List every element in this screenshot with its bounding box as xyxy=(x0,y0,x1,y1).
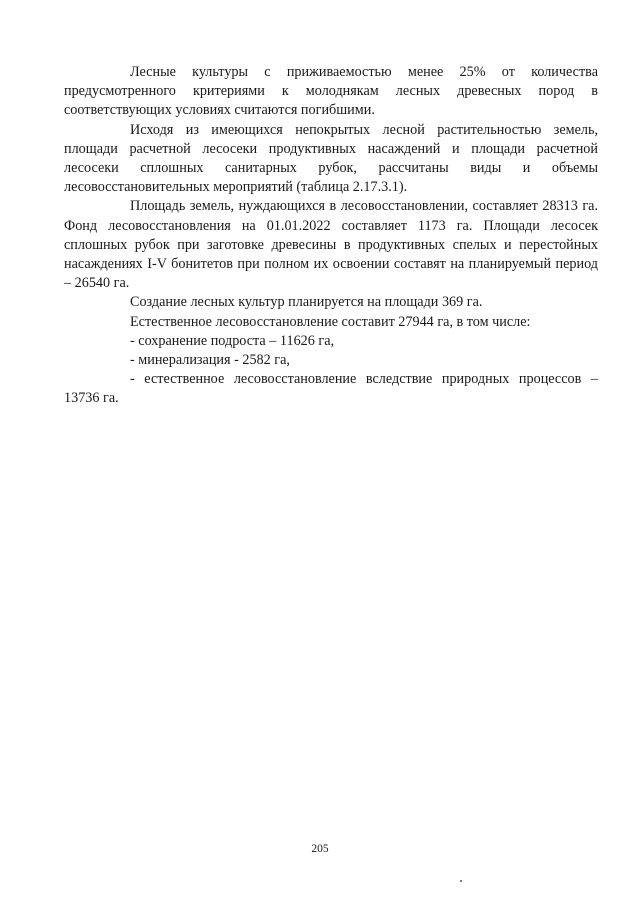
page-number: 205 xyxy=(311,843,329,855)
paragraph-land-area: Площадь земель, нуждающихся в лесовосстановлении, составляет 28313 га. Фонд лесовосстановления на 01.01.2022 составляет 1173 га. Площади лесосек сплошных рубок при заготовке древесины в продуктивных спелых и перестойных насаждениях I-V бонитетов при полном их освоении составят на планируемый период – 26540 га. xyxy=(64,198,598,292)
paragraph-forest-cultures: Лесные культуры с приживаемостью менее 25% от количества предусмотренного критериями к молоднякам лесных древесных пород в соответствующих условиях считаются погибшими. xyxy=(64,64,598,119)
list-item-natural-processes: - естественное лесовосстановление вследствие природных процессов – 13736 га. xyxy=(64,371,598,407)
paragraph-reforestation-calculation: Исходя из имеющихся непокрытых лесной растительностью земель, площади расчетной лесосеки продуктивных насаждений и площади расчетной лесосеки сплошных санитарных рубок, рассчитаны виды и объемы лесовосстановительных мероприятий (таблица 2.17.3.1). xyxy=(64,121,598,196)
list-item-undergrowth: - сохранение подроста – 11626 га, xyxy=(130,332,335,349)
paragraph-natural-reforestation: Естественное лесовосстановление составит 27944 га, в том числе: xyxy=(130,313,531,330)
scan-speck xyxy=(460,880,462,882)
paragraph-forest-plantation: Создание лесных культур планируется на площади 369 га. xyxy=(130,294,483,311)
body-text xyxy=(64,63,598,409)
list-item-mineralization: - минерализация - 2582 га, xyxy=(130,352,290,369)
